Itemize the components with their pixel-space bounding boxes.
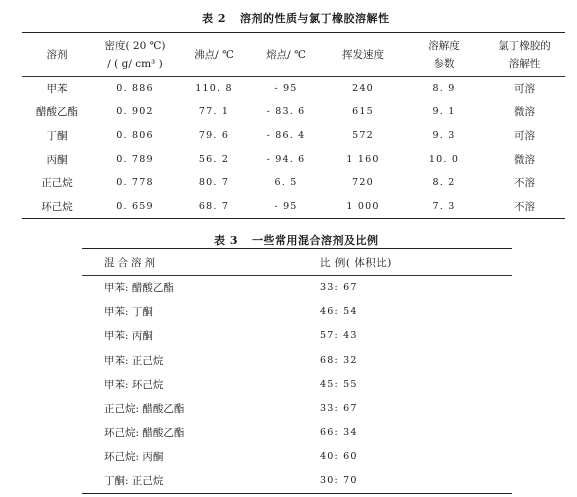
table-row (82, 324, 512, 348)
cell-solubility-parameter: 10. 0 (428, 153, 460, 165)
table2-caption-title: 溶剂的性质与氯丁橡胶溶解性 (239, 12, 390, 25)
table2-header-evaporation-rate: 挥发速度 (322, 33, 404, 77)
cell-evaporation-rate: 720 (352, 177, 374, 189)
cell-ratio: 46: 54 (320, 306, 358, 318)
table3-caption (214, 232, 378, 248)
cell-ratio: 45: 55 (320, 378, 358, 390)
cell-ratio: 57: 43 (320, 330, 358, 342)
table2-caption (202, 10, 389, 26)
table2-header-solvent: 溶剂 (22, 33, 92, 77)
cell-ratio: 33: 67 (320, 403, 358, 415)
cell-density: 0. 659 (116, 200, 154, 212)
cell-boiling-point: 68. 7 (198, 200, 230, 212)
cell-mixed-solvent: 甲苯: 丁酮 (104, 306, 153, 319)
cell-neoprene-solubility: 可溶 (514, 83, 535, 96)
table-row (82, 469, 512, 493)
cell-melting-point: - 83. 6 (266, 106, 306, 118)
table-row (82, 421, 512, 445)
cell-ratio: 33: 67 (320, 282, 358, 294)
cell-neoprene-solubility: 微溶 (514, 106, 535, 119)
cell-solvent: 丙酮 (46, 153, 68, 166)
cell-neoprene-solubility: 不溶 (514, 200, 535, 213)
table-row (82, 396, 512, 420)
table2-header-row (22, 33, 565, 77)
cell-neoprene-solubility: 不溶 (514, 177, 535, 190)
cell-mixed-solvent: 环己烷: 丙酮 (104, 451, 164, 464)
table-row (22, 77, 565, 101)
table-row (82, 276, 512, 300)
cell-solvent: 环己烷 (41, 200, 73, 213)
cell-melting-point: - 94. 6 (266, 153, 306, 165)
cell-mixed-solvent: 甲苯: 醋酸乙酯 (104, 282, 174, 295)
cell-evaporation-rate: 240 (352, 83, 374, 95)
cell-boiling-point: 79. 6 (198, 129, 230, 141)
cell-density: 0. 886 (116, 83, 154, 95)
cell-melting-point: - 95 (274, 83, 298, 95)
cell-evaporation-rate: 615 (352, 106, 374, 118)
cell-solubility-parameter: 7. 3 (432, 200, 456, 212)
cell-solvent: 丁酮 (46, 129, 68, 142)
cell-ratio: 40: 60 (320, 451, 358, 463)
table3-header-ratio: 比 例( 体积比) (320, 249, 512, 276)
cell-mixed-solvent: 甲苯: 环己烷 (104, 378, 164, 391)
table-row (82, 300, 512, 324)
table-row (22, 147, 565, 171)
table2-caption-number: 表 2 (202, 12, 226, 25)
solvent-properties-table (22, 32, 565, 219)
cell-mixed-solvent: 环己烷: 醋酸乙酯 (104, 427, 185, 440)
mixed-solvents-table (82, 248, 512, 494)
cell-solubility-parameter: 9. 3 (432, 129, 456, 141)
table-row (22, 100, 565, 124)
table-row (82, 348, 512, 372)
table-row (22, 194, 565, 218)
cell-ratio: 68: 32 (320, 354, 358, 366)
table-row (22, 171, 565, 195)
cell-boiling-point: 80. 7 (198, 177, 230, 189)
cell-evaporation-rate: 1 000 (346, 200, 380, 212)
table-row (82, 445, 512, 469)
cell-ratio: 30: 70 (320, 475, 358, 487)
cell-neoprene-solubility: 微溶 (514, 153, 535, 166)
cell-mixed-solvent: 甲苯: 正己烷 (104, 354, 164, 367)
cell-mixed-solvent: 甲苯: 丙酮 (104, 330, 153, 343)
cell-ratio: 66: 34 (320, 427, 358, 439)
cell-melting-point: - 86. 4 (266, 129, 306, 141)
cell-evaporation-rate: 572 (352, 129, 374, 141)
table-row (82, 372, 512, 396)
cell-boiling-point: 77. 1 (198, 106, 230, 118)
cell-mixed-solvent: 正己烷: 醋酸乙酯 (104, 403, 185, 416)
cell-solubility-parameter: 8. 2 (432, 177, 456, 189)
table2-header-melting-point: 熔点/ ℃ (250, 33, 322, 77)
cell-solvent: 甲苯 (46, 83, 68, 96)
cell-density: 0. 789 (116, 153, 154, 165)
cell-solubility-parameter: 9. 1 (432, 106, 456, 118)
cell-density: 0. 778 (116, 177, 154, 189)
cell-evaporation-rate: 1 160 (346, 153, 380, 165)
table2-header-density: 密度( 20 ℃) / ( g/ cm³ ) (92, 33, 178, 77)
cell-boiling-point: 110. 8 (195, 83, 233, 95)
table-row (22, 124, 565, 148)
table3-caption-title: 一些常用混合溶剂及比例 (251, 234, 379, 247)
cell-boiling-point: 56. 2 (198, 153, 230, 165)
cell-solvent: 正己烷 (41, 177, 73, 190)
cell-mixed-solvent: 丁酮: 正己烷 (104, 475, 164, 488)
table3-header-mixed-solvent: 混合溶剂 (82, 249, 320, 276)
cell-neoprene-solubility: 可溶 (514, 129, 535, 142)
table2-header-boiling-point: 沸点/ ℃ (178, 33, 250, 77)
cell-solubility-parameter: 8. 9 (432, 83, 456, 95)
cell-density: 0. 806 (116, 129, 154, 141)
table3-caption-number: 表 3 (214, 234, 238, 247)
table2-header-neoprene-solubility: 氯丁橡胶的 溶解性 (484, 33, 565, 77)
cell-melting-point: - 95 (274, 200, 298, 212)
table3-header-row (82, 249, 512, 276)
table2-header-solubility-parameter: 溶解度 参数 (404, 33, 484, 77)
cell-density: 0. 902 (116, 106, 154, 118)
cell-solvent: 醋酸乙酯 (36, 106, 78, 119)
cell-melting-point: 6. 5 (274, 177, 298, 189)
